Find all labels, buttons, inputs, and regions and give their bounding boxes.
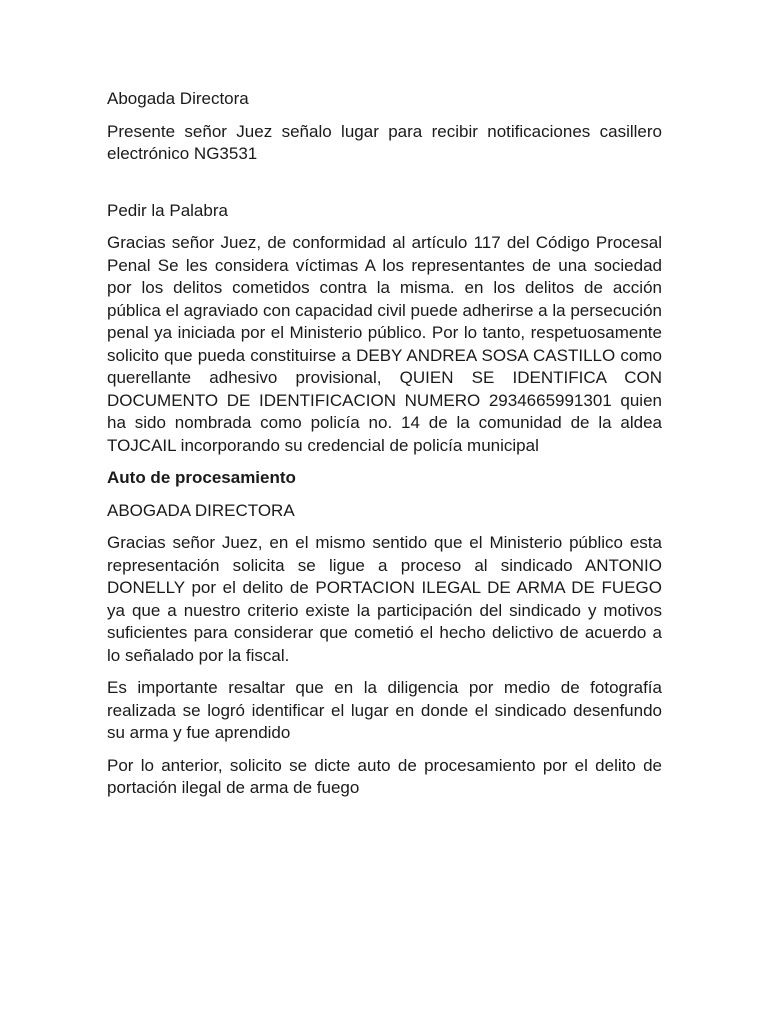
request-floor-heading: Pedir la Palabra	[107, 200, 228, 220]
addressee-heading: Abogada Directora	[107, 89, 249, 108]
prosecution-paragraph: Gracias señor Juez, en el mismo sentido que el Ministerio público esta representación solicita se ligue a proceso al sindicado ANTONIO DONELLY por el delito de PORTACION ILEGAL DE ARMA DE FUEGO ya que a nuestro criterio existe la participación del sindicado y motivos suficientes para considerar que cometió el hecho delictivo de acuerdo a lo señalado por la fiscal.	[107, 533, 662, 665]
querellante-paragraph: Gracias señor Juez, de conformidad al artículo 117 del Código Procesal Penal Se les considera víctimas A los representantes de una sociedad por los delitos cometidos contra la misma. en los delitos de acción pública el agraviado con capacidad civil puede adherirse a la persecución penal ya iniciada por el Ministerio público. Por lo tanto, respetuosamente solicito que pueda constituirse a DEBY ANDREA SOSA CASTILLO como querellante adhesivo provisional, QUIEN SE IDENTIFICA CON DOCUMENTO DE IDENTIFICACION NUMERO 2934665991301 quien ha sido nombrada como policía no. 14 de la comunidad de la aldea TOJCAIL incorporando su credencial de policía municipal	[107, 233, 662, 455]
conclusion-paragraph: Por lo anterior, solicito se dicte auto de procesamiento por el delito de portación ilegal de arma de fuego	[107, 755, 662, 797]
evidence-paragraph: Es importante resaltar que en la diligencia por medio de fotografía realizada se logró identificar el lugar en donde el sindicado desenfundo su arma y fue aprendido	[107, 678, 662, 742]
section-heading-auto: Auto de procesamiento	[107, 468, 296, 487]
document-page	[107, 88, 662, 800]
intro-paragraph: Presente señor Juez señalo lugar para recibir notificaciones casillero electrónico NG3531	[107, 121, 662, 163]
speaker-heading: ABOGADA DIRECTORA	[107, 500, 295, 520]
